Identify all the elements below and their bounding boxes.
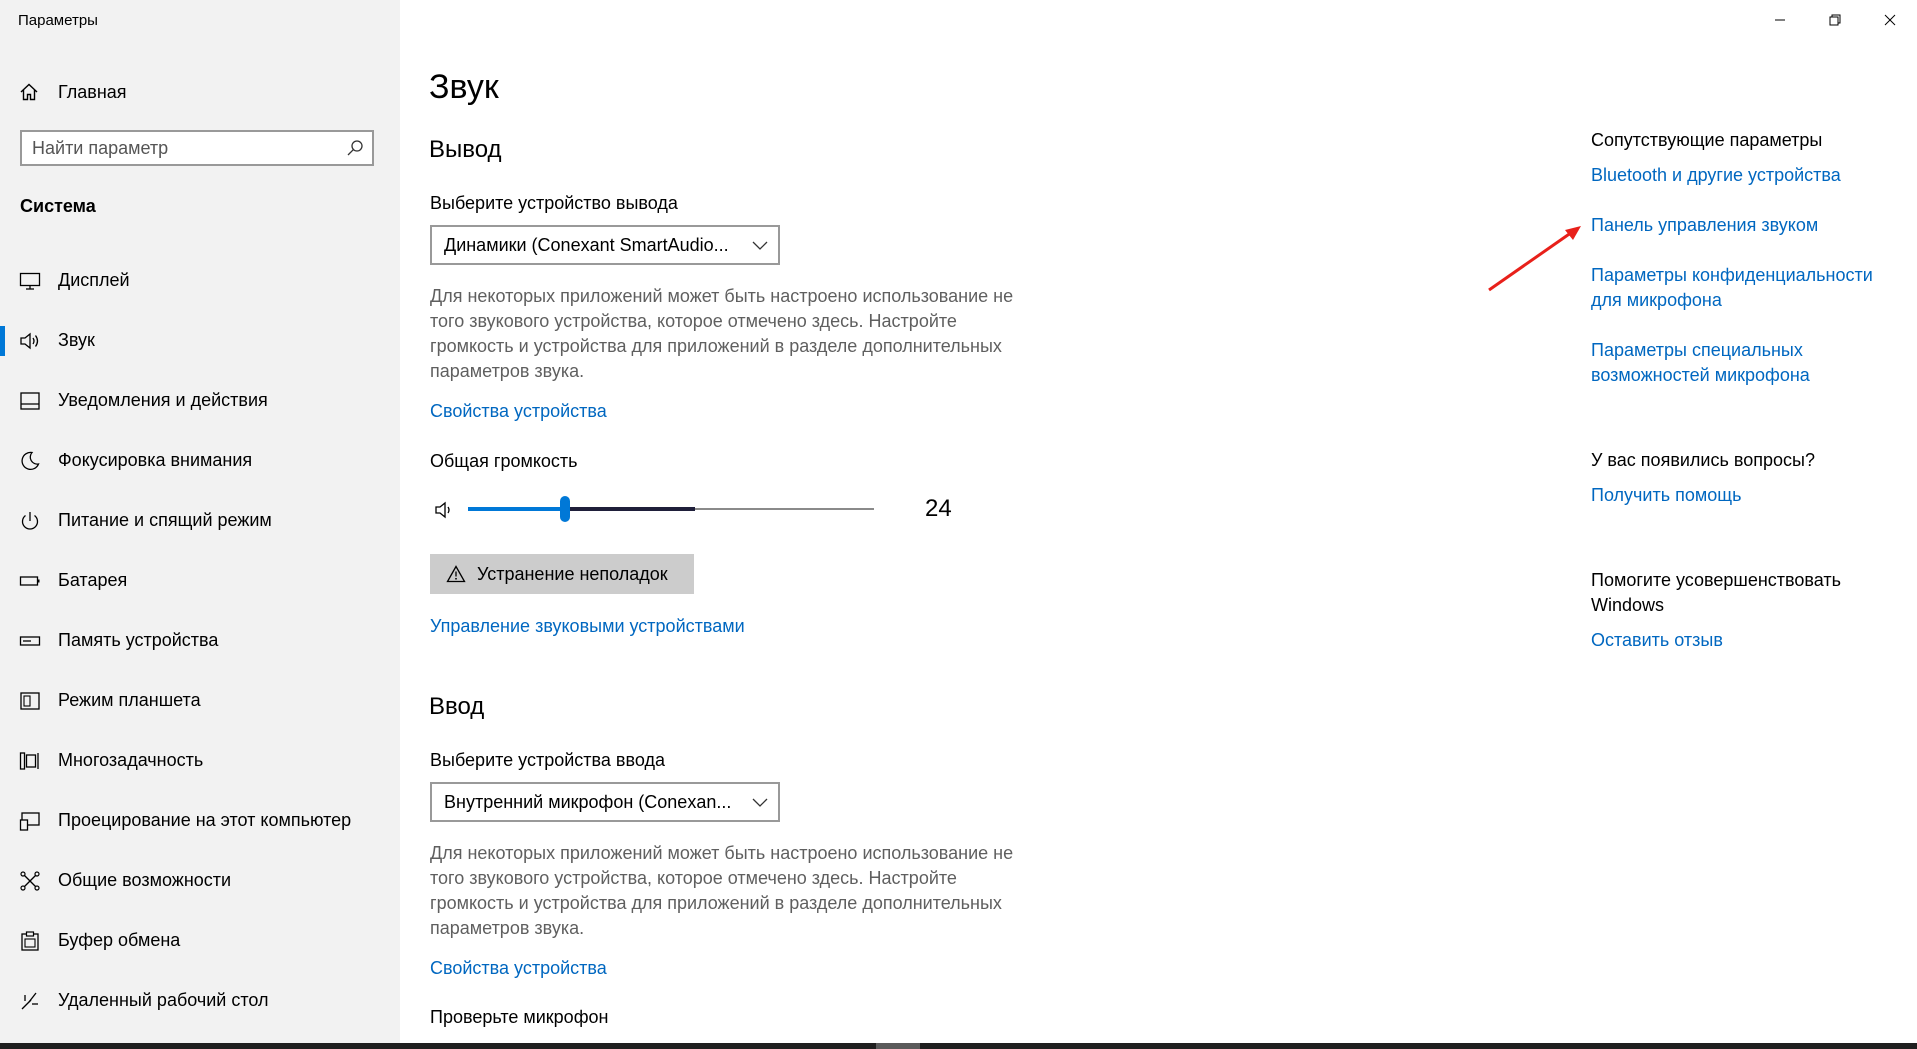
restore-icon [1829,14,1841,26]
input-device-value: Внутренний микрофон (Conexan... [444,792,732,812]
window-controls [1752,0,1917,40]
sidebar-item-label: Буфер обмена [58,930,181,950]
page-title: Звук [429,68,499,106]
section-title-system: Система [20,196,96,216]
search-box[interactable] [20,130,374,166]
output-device-value: Динамики (Conexant SmartAudio... [444,235,729,255]
home-nav-item[interactable] [0,74,400,110]
sidebar-item-label: Режим планшета [58,690,201,710]
sidebar-item-label: Память устройства [58,630,219,650]
sidebar-item-storage[interactable] [0,622,400,682]
troubleshoot-button[interactable] [430,554,694,594]
get-help-link[interactable]: Получить помощь [1591,485,1742,505]
power-icon [19,510,41,532]
microphone-accessibility-link[interactable]: Параметры специальных возможностей микрофона [1591,340,1810,385]
questions-heading: У вас появились вопросы? [1591,450,1815,470]
volume-slider-thumb[interactable] [560,496,570,522]
sidebar-item-label: Общие возможности [58,870,232,890]
taskbar [0,1043,1917,1049]
taskbar-segment [876,1043,920,1049]
sidebar-item-label: Фокусировка внимания [58,450,253,470]
sidebar-item-display[interactable] [0,262,400,322]
output-device-dropdown[interactable] [430,225,780,265]
notifications-icon [19,390,41,412]
sidebar-item-label: Многозадачность [58,750,204,770]
sound-control-panel-link[interactable]: Панель управления звуком [1591,215,1819,235]
sidebar-item-label: Батарея [58,570,128,590]
input-device-properties-link[interactable]: Свойства устройства [430,958,607,978]
battery-icon [19,570,41,592]
improve-windows-heading: Помогите усовершенствовать Windows [1591,570,1842,615]
home-icon [19,82,39,102]
annotation-arrow-icon [1485,222,1585,294]
sidebar-item-label: Звук [58,330,95,350]
feedback-link[interactable]: Оставить отзыв [1591,630,1723,650]
volume-row [430,494,1010,524]
sidebar-nav [0,262,400,1042]
sidebar-item-focus-assist[interactable] [0,442,400,502]
speaker-icon[interactable] [434,499,456,521]
sidebar-item-multitasking[interactable] [0,742,400,802]
sidebar-item-notifications[interactable] [0,382,400,442]
restore-button[interactable] [1807,0,1862,40]
sidebar-item-battery[interactable] [0,562,400,622]
volume-slider-fill [468,507,565,511]
close-icon [1884,14,1896,26]
home-label: Главная [58,82,127,102]
sound-icon [19,330,41,352]
sidebar-item-label: Уведомления и действия [58,390,268,410]
input-device-dropdown[interactable] [430,782,780,822]
sidebar-item-label: Питание и спящий режим [58,510,272,530]
input-device-label: Выберите устройства ввода [430,750,665,770]
output-device-label: Выберите устройство вывода [430,193,678,213]
multitasking-icon [19,750,41,772]
output-device-properties-link[interactable]: Свойства устройства [430,401,607,421]
sidebar-item-label: Дисплей [58,270,130,290]
microphone-privacy-link[interactable]: Параметры конфиденциальности для микрофона [1591,265,1873,310]
main-content [400,0,1917,1049]
sidebar [0,0,400,1049]
projecting-icon [19,810,41,832]
focus-assist-icon [19,450,41,472]
related-settings-heading: Сопутствующие параметры [1591,130,1823,150]
sidebar-item-remote-desktop[interactable] [0,982,400,1042]
troubleshoot-label: Устранение неполадок [477,564,668,584]
search-icon[interactable] [346,139,364,157]
tablet-icon [19,690,41,712]
display-icon [19,270,41,292]
sidebar-item-label: Проецирование на этот компьютер [58,810,352,830]
close-button[interactable] [1862,0,1917,40]
shared-experiences-icon [19,870,41,892]
input-heading: Ввод [429,693,485,720]
bluetooth-devices-link[interactable]: Bluetooth и другие устройства [1591,165,1841,185]
sidebar-item-projecting[interactable] [0,802,400,862]
chevron-down-icon [752,795,768,809]
manage-sound-devices-link[interactable]: Управление звуковыми устройствами [430,616,745,636]
sidebar-item-label: Удаленный рабочий стол [58,990,269,1010]
storage-icon [19,630,41,652]
remote-desktop-icon [19,990,41,1012]
input-description: Для некоторых приложений может быть настроено использование не того звукового устройства, которое отмечено здесь. Настройте громкость и устройства для приложений в разделе дополнительных параметров звука. [430,843,1014,938]
output-heading: Вывод [429,136,502,163]
sidebar-item-sound[interactable] [0,322,400,382]
sidebar-item-power[interactable] [0,502,400,562]
output-description: Для некоторых приложений может быть настроено использование не того звукового устройства, которое отмечено здесь. Настройте громкость и устройства для приложений в разделе дополнительных параметров звука. [430,286,1014,381]
search-input[interactable] [32,132,332,164]
app-title: Параметры [18,12,98,29]
volume-slider[interactable] [468,494,874,524]
volume-value: 24 [925,495,952,522]
minimize-button[interactable] [1752,0,1807,40]
sidebar-item-shared-experiences[interactable] [0,862,400,922]
clipboard-icon [19,930,41,952]
warning-icon [446,565,466,583]
volume-label: Общая громкость [430,451,578,471]
sidebar-item-tablet-mode[interactable] [0,682,400,742]
sidebar-item-clipboard[interactable] [0,922,400,982]
chevron-down-icon [752,238,768,252]
test-microphone-label: Проверьте микрофон [430,1007,609,1027]
minimize-icon [1774,14,1786,26]
